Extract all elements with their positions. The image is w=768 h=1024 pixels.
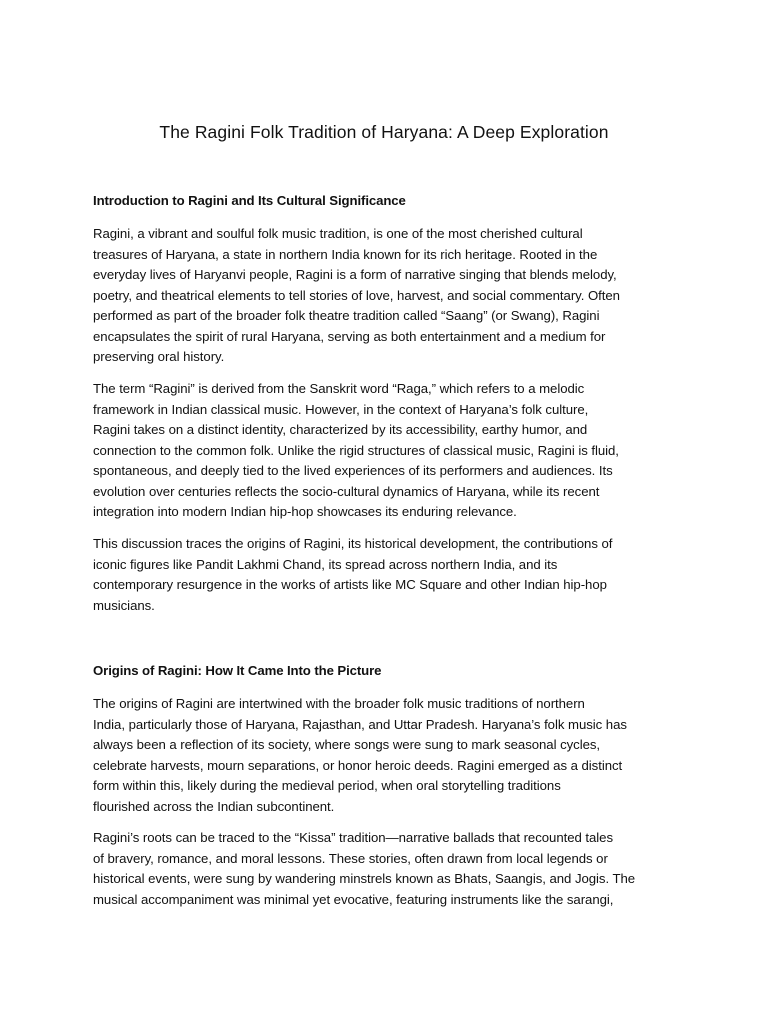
text-line: historical events, were sung by wandering minstrels known as Bhats, Saangis, and Jogis. The [93, 871, 636, 886]
paragraph-intro-3 [93, 534, 685, 616]
text-line: musical accompaniment was minimal yet evocative, featuring instruments like the sarangi, [93, 891, 614, 907]
text-line: The term “Ragini” is derived from the Sanskrit word “Raga,” which refers to a melodic [93, 381, 585, 396]
text-line: evolution over centuries reflects the socio-cultural dynamics of Haryana, while its recent [93, 483, 600, 499]
text-line: performed as part of the broader folk theatre tradition called “Saang” (or Swang), Ragini [93, 308, 600, 323]
text-line: The origins of Ragini are intertwined with the broader folk music traditions of northern [93, 696, 585, 711]
paragraph-intro-1 [93, 224, 685, 368]
paragraph-origins-2 [93, 828, 685, 910]
text-line: Ragini’s roots can be traced to the “Kissa” tradition—narrative ballads that recounted tales [93, 830, 614, 845]
document-title: The Ragini Folk Tradition of Haryana: A Deep Exploration [159, 122, 609, 142]
text-line: treasures of Haryana, a state in northern India known for its rich heritage. Rooted in the [93, 246, 598, 262]
text-line: spontaneous, and deeply tied to the lived experiences of its performers and audiences. Its [93, 463, 613, 478]
text-line: integration into modern Indian hip-hop showcases its enduring relevance. [93, 504, 517, 519]
text-line: connection to the common folk. Unlike the rigid structures of classical music, Ragini is fluid, [93, 442, 619, 458]
text-line: flourished across the Indian subcontinent. [93, 798, 335, 814]
text-line: This discussion traces the origins of Ragini, its historical development, the contributions of [93, 536, 613, 551]
text-line: Ragini, a vibrant and soulful folk music tradition, is one of the most cherished cultural [93, 226, 583, 241]
text-line: of bravery, romance, and moral lessons. These stories, often drawn from local legends or [93, 850, 608, 866]
paragraph-origins-1 [93, 694, 685, 817]
text-line: framework in Indian classical music. However, in the context of Haryana’s folk culture, [93, 401, 589, 417]
text-line: form within this, likely during the medieval period, when oral storytelling traditions [93, 778, 561, 793]
section-heading-origins: Origins of Ragini: How It Came Into the Picture [93, 663, 382, 678]
text-line: India, particularly those of Haryana, Rajasthan, and Uttar Pradesh. Haryana’s folk music has [93, 716, 627, 732]
text-line: encapsulates the spirit of rural Haryana, serving as both entertainment and a medium for [93, 328, 606, 344]
text-line: everyday lives of Haryanvi people, Ragini is a form of narrative singing that blends melody, [93, 267, 617, 282]
text-line: poetry, and theatrical elements to tell stories of love, harvest, and social commentary. Often [93, 287, 620, 303]
text-line: celebrate harvests, mourn separations, or honor heroic deeds. Ragini emerged as a distinct [93, 757, 623, 773]
text-line: always been a reflection of its society, where songs were sung to mark seasonal cycles, [93, 737, 601, 752]
paragraph-intro-2 [93, 379, 685, 523]
text-line: preserving oral history. [93, 349, 225, 364]
text-line: Ragini takes on a distinct identity, characterized by its accessibility, earthy humor, and [93, 422, 588, 437]
text-line: musicians. [93, 597, 155, 613]
section-heading-introduction: Introduction to Ragini and Its Cultural Significance [93, 193, 406, 208]
text-line: contemporary resurgence in the works of artists like MC Square and other Indian hip-hop [93, 577, 607, 592]
text-line: iconic figures like Pandit Lakhmi Chand, its spread across northern India, and its [93, 556, 558, 572]
